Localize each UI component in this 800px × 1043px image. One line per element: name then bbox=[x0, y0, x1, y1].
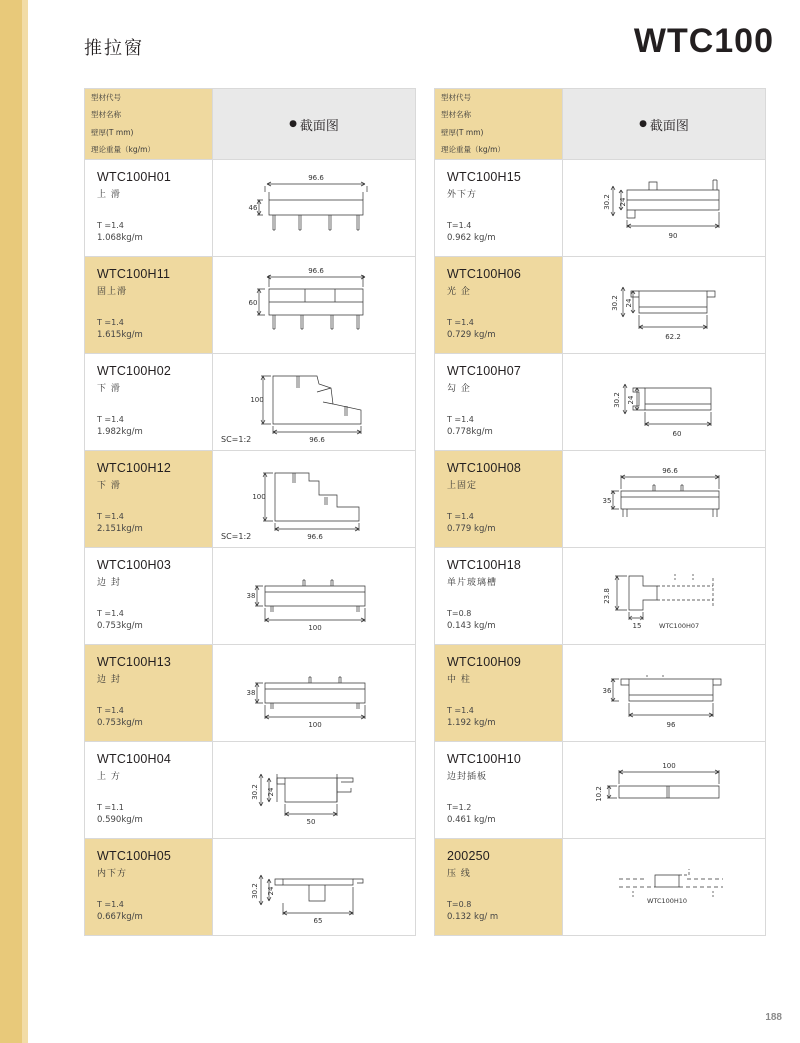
profile-name: 下 滑 bbox=[97, 384, 121, 394]
scale-note: SC=1:2 bbox=[221, 532, 252, 541]
table-row bbox=[435, 548, 765, 645]
profile-weight: 0.779 kg/m bbox=[447, 524, 496, 534]
dim-height: 38 bbox=[246, 689, 256, 697]
scale-note: SC=1:2 bbox=[221, 435, 252, 444]
profile-code: WTC100H18 bbox=[447, 558, 522, 572]
dim-height-outer: 30.2 bbox=[611, 295, 619, 311]
dim-height-inner: 24 bbox=[619, 197, 627, 207]
dim-width: 96.6 bbox=[308, 174, 324, 182]
profile-name: 上固定 bbox=[447, 481, 478, 491]
profile-weight: 0.461 kg/m bbox=[447, 815, 496, 825]
page-header bbox=[84, 22, 774, 72]
profile-thickness: T =1.4 bbox=[97, 512, 124, 521]
row-info bbox=[85, 354, 213, 450]
table-row bbox=[435, 257, 765, 354]
dim-height: 23.8 bbox=[603, 588, 611, 604]
cross-section-figure bbox=[563, 548, 765, 644]
profile-name: 内下方 bbox=[97, 869, 128, 879]
dim-width: 96.6 bbox=[308, 267, 324, 275]
cross-section-figure bbox=[563, 451, 765, 547]
profile-thickness: T =1.4 bbox=[447, 512, 474, 521]
table-header bbox=[435, 89, 765, 160]
profile-thickness: T=0.8 bbox=[447, 609, 472, 618]
profile-weight: 0.753kg/m bbox=[97, 718, 143, 728]
dim-height-outer: 30.2 bbox=[251, 883, 259, 899]
row-info bbox=[85, 451, 213, 547]
profile-code: WTC100H13 bbox=[97, 655, 172, 669]
dim-height: 100 bbox=[250, 396, 264, 404]
row-info bbox=[85, 839, 213, 935]
dim-height-inner: 24 bbox=[625, 298, 633, 308]
profile-weight: 0.778kg/m bbox=[447, 427, 493, 437]
profile-thickness: T =1.4 bbox=[97, 221, 124, 230]
dim-width: 100 bbox=[308, 624, 322, 632]
header-label-weight: 理论重量（kg/m） bbox=[91, 144, 155, 154]
table-row bbox=[435, 839, 765, 935]
bullet-icon: ● bbox=[639, 119, 647, 129]
profile-name: 外下方 bbox=[447, 190, 478, 200]
row-info bbox=[435, 742, 563, 838]
profile-code: WTC100H08 bbox=[447, 461, 522, 475]
profile-code: WTC100H06 bbox=[447, 267, 522, 281]
table-row bbox=[435, 160, 765, 257]
profile-name: 单片玻璃槽 bbox=[447, 578, 498, 588]
profile-weight: 0.132 kg/ m bbox=[447, 912, 499, 922]
profile-name: 压 线 bbox=[447, 869, 471, 879]
dim-width: 90 bbox=[668, 232, 678, 240]
profile-code: WTC100H01 bbox=[97, 170, 172, 184]
dim-height: 60 bbox=[248, 299, 258, 307]
profile-weight: 0.729 kg/m bbox=[447, 330, 496, 340]
figure-header-label: 截面图 bbox=[299, 118, 339, 134]
header-label-code: 型材代号 bbox=[441, 93, 471, 102]
profile-code: WTC100H11 bbox=[97, 267, 171, 281]
profile-weight: 1.615kg/m bbox=[97, 330, 143, 340]
dim-height-inner: 24 bbox=[627, 395, 635, 405]
cross-section-figure bbox=[563, 160, 765, 256]
row-info bbox=[85, 548, 213, 644]
profile-thickness: T=1.4 bbox=[447, 221, 472, 230]
row-info bbox=[435, 160, 563, 256]
profile-thickness: T =1.4 bbox=[447, 318, 474, 327]
dim-height: 10.2 bbox=[595, 786, 603, 802]
cross-section-figure bbox=[213, 354, 415, 450]
profile-weight: 1.192 kg/m bbox=[447, 718, 496, 728]
left-decor-bar bbox=[0, 0, 22, 1043]
table-row bbox=[85, 548, 415, 645]
profile-name: 固上滑 bbox=[97, 287, 128, 297]
profile-weight: 0.962 kg/m bbox=[447, 233, 496, 243]
left-column-table bbox=[84, 88, 416, 936]
row-info bbox=[85, 645, 213, 741]
dim-width: 62.2 bbox=[665, 333, 681, 341]
table-row bbox=[435, 451, 765, 548]
profile-thickness: T =1.4 bbox=[97, 900, 124, 909]
row-info bbox=[435, 354, 563, 450]
profile-name: 勾 企 bbox=[447, 384, 471, 394]
page-number: 188 bbox=[765, 1012, 782, 1023]
dim-width: 96.6 bbox=[309, 436, 325, 444]
profile-weight: 2.151kg/m bbox=[97, 524, 143, 534]
profile-code: 200250 bbox=[447, 849, 490, 863]
table-header bbox=[85, 89, 415, 160]
dim-height: 36 bbox=[602, 687, 612, 695]
profile-thickness: T =1.1 bbox=[97, 803, 124, 812]
right-column-table bbox=[434, 88, 766, 936]
profile-code: WTC100H05 bbox=[97, 849, 172, 863]
dim-height: 100 bbox=[252, 493, 266, 501]
table-row bbox=[85, 257, 415, 354]
dim-width: 60 bbox=[672, 430, 682, 438]
profile-thickness: T =1.4 bbox=[97, 706, 124, 715]
dim-width: 65 bbox=[313, 917, 323, 925]
dim-height-outer: 30.2 bbox=[603, 194, 611, 210]
profile-thickness: T=0.8 bbox=[447, 900, 472, 909]
table-row bbox=[85, 354, 415, 451]
row-info bbox=[435, 451, 563, 547]
profile-name: 上 方 bbox=[97, 772, 121, 782]
table-row bbox=[435, 645, 765, 742]
cross-section-figure bbox=[563, 645, 765, 741]
profile-name: 边封插板 bbox=[447, 772, 488, 782]
page-title: 推拉窗 bbox=[84, 38, 144, 59]
profile-thickness: T =1.4 bbox=[97, 415, 124, 424]
table-header-labels bbox=[435, 89, 563, 159]
table-row bbox=[85, 451, 415, 548]
table-row bbox=[435, 742, 765, 839]
profile-thickness: T =1.4 bbox=[447, 706, 474, 715]
profile-name: 中 柱 bbox=[447, 675, 471, 685]
row-info bbox=[435, 257, 563, 353]
table-header-figure bbox=[213, 89, 415, 159]
profile-code: WTC100H10 bbox=[447, 752, 522, 766]
cross-section-figure bbox=[213, 160, 415, 256]
dim-width: 100 bbox=[308, 721, 322, 729]
dim-width: 50 bbox=[306, 818, 316, 826]
cross-section-figure bbox=[213, 742, 415, 838]
reference-label: WTC100H07 bbox=[659, 622, 700, 630]
bullet-icon: ● bbox=[289, 119, 297, 129]
profile-code: WTC100H04 bbox=[97, 752, 172, 766]
dim-height-outer: 30.2 bbox=[613, 392, 621, 408]
table-row bbox=[85, 645, 415, 742]
profile-code: WTC100H15 bbox=[447, 170, 522, 184]
profile-name: 光 企 bbox=[447, 287, 471, 297]
dim-height-outer: 30.2 bbox=[251, 784, 259, 800]
row-info bbox=[435, 645, 563, 741]
cross-section-figure bbox=[213, 645, 415, 741]
dim-height-inner: 24 bbox=[267, 886, 275, 896]
table-row bbox=[85, 160, 415, 257]
cross-section-figure bbox=[213, 839, 415, 935]
header-label-name: 型材名称 bbox=[441, 110, 471, 120]
profile-weight: 1.068kg/m bbox=[97, 233, 143, 243]
cross-section-figure bbox=[563, 839, 765, 935]
profile-weight: 1.982kg/m bbox=[97, 427, 143, 437]
profile-name: 下 滑 bbox=[97, 481, 121, 491]
row-info bbox=[435, 839, 563, 935]
series-code: WTC100 bbox=[633, 22, 774, 60]
dim-height: 46 bbox=[248, 204, 258, 212]
table-row bbox=[85, 742, 415, 839]
header-label-name: 型材名称 bbox=[91, 110, 121, 120]
table-row bbox=[435, 354, 765, 451]
profile-code: WTC100H03 bbox=[97, 558, 172, 572]
row-info bbox=[85, 742, 213, 838]
cross-section-figure bbox=[563, 257, 765, 353]
profile-thickness: T =1.4 bbox=[447, 415, 474, 424]
profile-code: WTC100H07 bbox=[447, 364, 522, 378]
cross-section-figure bbox=[213, 548, 415, 644]
cross-section-figure bbox=[563, 354, 765, 450]
profile-name: 上 滑 bbox=[97, 190, 121, 200]
dim-height: 35 bbox=[602, 497, 612, 505]
header-label-thickness: 壁厚(T mm) bbox=[91, 127, 134, 137]
profile-weight: 0.753kg/m bbox=[97, 621, 143, 631]
cross-section-figure bbox=[213, 451, 415, 547]
cross-section-figure bbox=[213, 257, 415, 353]
dim-width: 100 bbox=[662, 762, 676, 770]
profile-thickness: T=1.2 bbox=[447, 803, 472, 812]
table-header-labels bbox=[85, 89, 213, 159]
profile-weight: 0.667kg/m bbox=[97, 912, 143, 922]
dim-width: 15 bbox=[632, 622, 642, 630]
row-info bbox=[85, 257, 213, 353]
table-header-figure bbox=[563, 89, 765, 159]
dim-width: 96.6 bbox=[662, 467, 678, 475]
profile-code: WTC100H12 bbox=[97, 461, 172, 475]
reference-label: WTC100H10 bbox=[646, 897, 688, 905]
header-label-thickness: 壁厚(T mm) bbox=[441, 127, 484, 137]
page-content bbox=[28, 0, 800, 1043]
profile-name: 边 封 bbox=[97, 578, 121, 588]
profile-weight: 0.590kg/m bbox=[97, 815, 143, 825]
row-info bbox=[85, 160, 213, 256]
profile-code: WTC100H09 bbox=[447, 655, 522, 669]
dim-width: 96 bbox=[666, 721, 676, 729]
figure-header-label: 截面图 bbox=[649, 118, 689, 134]
dim-height: 38 bbox=[246, 592, 256, 600]
profile-weight: 0.143 kg/m bbox=[447, 621, 496, 631]
profile-name: 边 封 bbox=[97, 675, 121, 685]
profile-thickness: T =1.4 bbox=[97, 609, 124, 618]
dim-height-inner: 24 bbox=[267, 787, 275, 797]
header-label-code: 型材代号 bbox=[91, 93, 121, 102]
cross-section-figure bbox=[563, 742, 765, 838]
header-label-weight: 理论重量（kg/m） bbox=[441, 144, 505, 154]
dim-width: 96.6 bbox=[307, 533, 323, 541]
profile-code: WTC100H02 bbox=[97, 364, 172, 378]
table-row bbox=[85, 839, 415, 935]
row-info bbox=[435, 548, 563, 644]
profile-thickness: T =1.4 bbox=[97, 318, 124, 327]
